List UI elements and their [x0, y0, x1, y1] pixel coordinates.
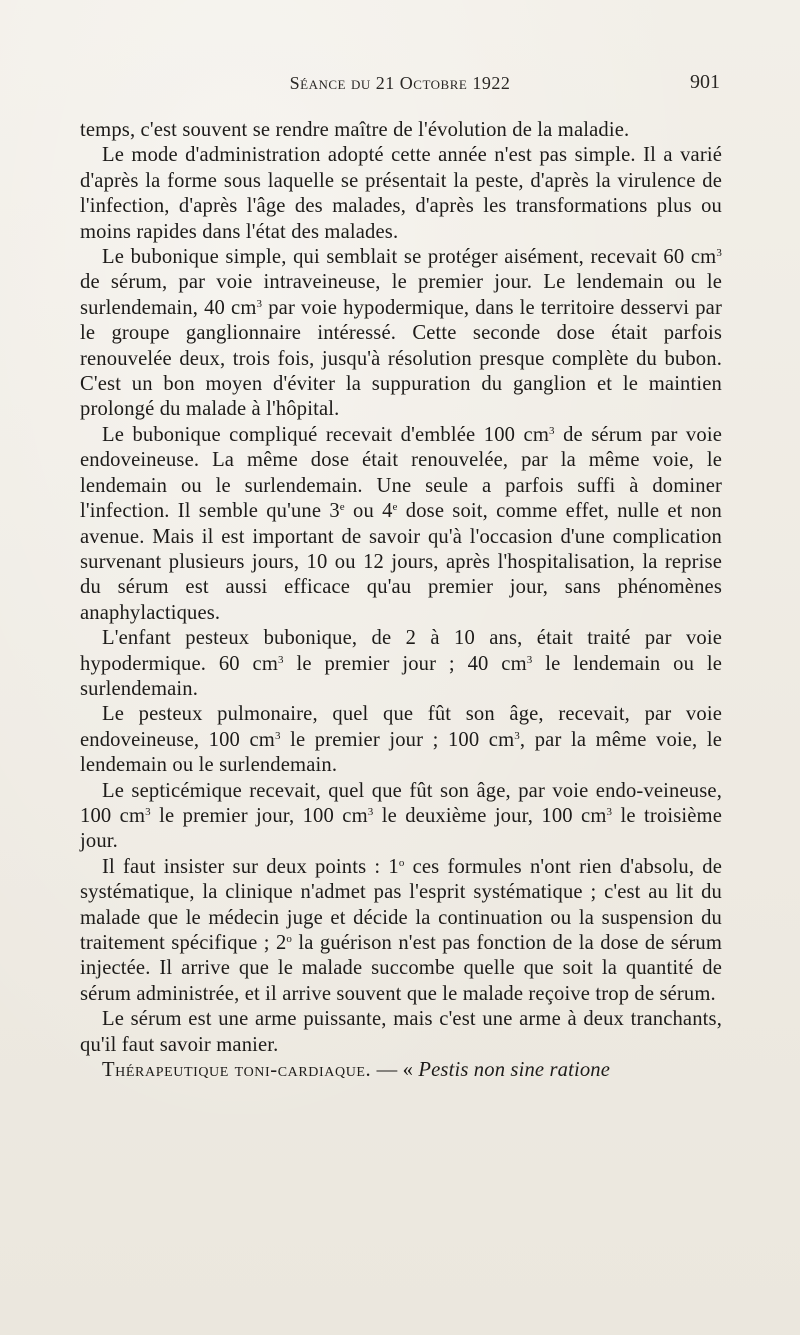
- page-number: 901: [690, 71, 720, 93]
- paragraph-5: L'enfant pesteux bubonique, de 2 à 10 ans, était traité par voie hypodermique. 60 $cm^3$ le premier jour ; 40 $cm^3$ le lendemain ou le surlendemain.: [80, 627, 722, 700]
- paragraph-1: temps, c'est souvent se rendre maître de l'évolution de la maladie.: [80, 119, 630, 141]
- paragraph-8: Il faut insister sur deux points : 1$^o$ ces formules n'ont rien d'absolu, de systématique, la clinique n'admet pas l'esprit systématique ; c'est au lit du malade que le médecin juge et décide la continuation ou la suspension du traitement spécifique ; 2$^o$ la guérison n'est pas fonction de la dose de sérum injectée. Il arrive que le malade succombe quelle que soit la quantité de sérum administrée, et il arrive souvent que le malade reçoive trop de sérum.: [80, 855, 723, 1005]
- latin-quote: Pestis non sine ratione: [418, 1059, 611, 1082]
- paragraph-2: Le mode d'administration adopté cette année n'est pas simple. Il a varié d'après la forme sous laquelle se présentait la peste, d'après la virulence de l'infection, d'après l'âge des malades, d'après les transformations plus ou moins rapides dans l'état des malades.: [80, 144, 722, 243]
- section-heading: Thérapeutique toni-cardiaque.: [102, 1059, 372, 1082]
- paragraph-7: Le septicémique recevait, quel que fût son âge, par voie endo-veineuse, 100 $cm^3$ le premier jour, 100 $cm^3$ le deuxième jour, 100 $cm^3$ le troisième jour.: [80, 779, 722, 853]
- paragraph-6: Le pesteux pulmonaire, quel que fût son âge, recevait, par voie endoveineuse, 100 $cm^3$ le premier jour ; 100 $cm^3$, par la même voie, le lendemain ou le surlendemain.: [80, 703, 723, 777]
- paragraph-10: Thérapeutique toni-cardiaque. — « Pestis non sine ratione: [102, 1059, 611, 1082]
- paragraph-4: Le bubonique compliqué recevait d'emblée 100 $cm^3$ de sérum par voie endoveineuse. La même dose était renouvelée, par la même voie, le lendemain ou le surlendemain. Une seule a parfois suffi à dominer l'infection. Il semble qu'une 3e ou 4e dose soit, comme effet, nulle et non avenue. Mais il est important de savoir qu'à l'occasion d'une complication survenant plusieurs jours, 10 ou 12 jours, après l'hospitalisation, la reprise du sérum est aussi efficace qu'au premier jour, sans phénomènes anaphylactiques.: [80, 423, 723, 624]
- running-title: Séance du 21 Octobre 1922: [289, 73, 511, 93]
- paragraph-3: Le bubonique simple, qui semblait se protéger aisément, recevait 60 $cm^3$ de sérum, par voie intraveineuse, le premier jour. Le lendemain ou le surlendemain, 40 $cm^3$ par voie hypodermique, dans le territoire desservi par le groupe ganglionnaire intéressé. Cette seconde dose était parfois renouvelée deux, trois fois, jusqu'à résolution presque complète du bubon. C'est un bon moyen d'éviter la suppuration du ganglion et le maintien prolongé du malade à l'hôpital.: [80, 246, 722, 421]
- body-text: [80, 118, 722, 1083]
- running-head: [80, 73, 720, 99]
- paragraph-9: Le sérum est une arme puissante, mais c'est une arme à deux tranchants, qu'il faut savoir manier.: [80, 1008, 722, 1056]
